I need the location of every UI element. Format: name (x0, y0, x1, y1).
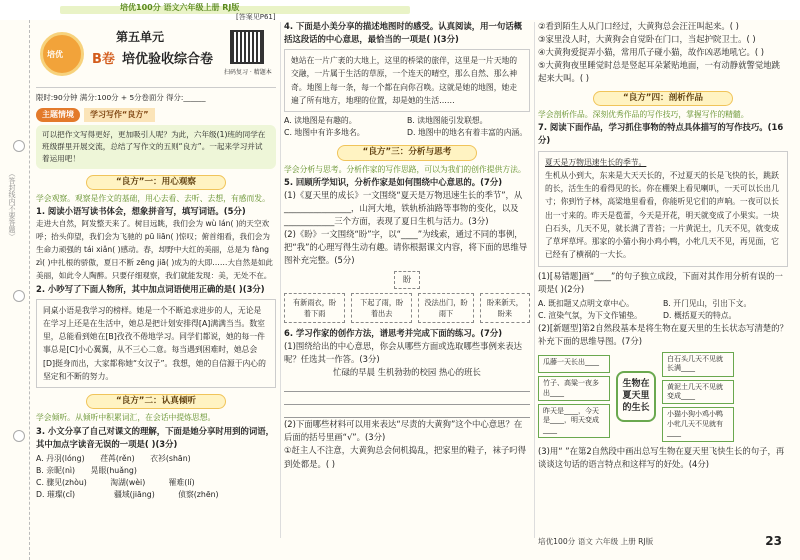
logo-text: 培优 (47, 50, 63, 59)
column-divider (534, 22, 535, 538)
question-4-options (284, 115, 530, 139)
mindmap-root (284, 271, 530, 289)
mindmap-node[interactable]: 没法出门，盼雨下 (418, 293, 474, 323)
question-7-part-1: (1)[易错题]画“____”的句子独立成段，下面对其作用分析有误的一项是( )(2分) (538, 270, 783, 294)
passage-body: 生机从小到大，东来是大天天长的，不过夏天的长是飞快的长，跳跃的长，活生生的看得见的长。你在棚架上看见喇叭，一天可以长出几寸；你到竹子林，高梁地里看看，你能听见它们的声响。一夜可以长出一寸来的。昨天是苞蕾，今天是开花，明天就变成了小果实。一块白石头，几天不见，就长满了青苔；一片黄泥土，几天不见，就变成了草坪草坪。那家的小猫小狗小鸡小鸭，小牝几天不见，再见面，它已经有了横祸的一大长。 (545, 170, 779, 260)
binding-margin (0, 20, 30, 560)
section-title: “良方”一：用心观察 (86, 175, 226, 190)
answer-lines[interactable] (284, 379, 530, 418)
option[interactable]: B. 读地图能引发联想。 (407, 116, 488, 126)
qr-caption: 扫码复习 · 精题本 (224, 69, 272, 76)
question-5-part-1[interactable]: (1)《夏天里的成长》一文围绕“夏天是万物迅速生长的季节”，从________________，山河大地，铁轨桥油路等事物的变化，以及____________三个方面，表现了夏日生机与活力。(3分) (284, 189, 523, 226)
mindmap-node[interactable]: 昨天是____，今天是____，明天变成____ (538, 404, 610, 438)
question-7-passage (538, 151, 788, 267)
theme-label: 学习写作“良方” (84, 108, 155, 122)
question-5-part-2[interactable]: (2)《盼》一文围绕“盼”字，以“____”为线索，通过不同的事例，把“我”的心理写得生动有趣。请你根据课文内容，将下面的思维导图补充完整。(5分) (284, 228, 528, 265)
mindmap-center: 生物在夏天里的生长 (616, 371, 656, 422)
unit-title: 第五单元 (116, 30, 165, 44)
question-6-item-1[interactable]: ①赶主人不注意，大黄狗总会伺机捣乱，把家里的鞋子，袜子叼得到处都是。( ) (284, 445, 527, 469)
mindmap-node[interactable]: 下起了雨，盼着出去 (351, 293, 412, 323)
section-title: “良方”二：认真倾听 (86, 394, 226, 409)
section-intro: 学会倾听。从倾听中积累词汇，在会话中提炼思想。 (36, 413, 216, 423)
answer-reference: [答案见P61] (236, 13, 276, 21)
theme-banner (36, 108, 276, 122)
question-7: 7. 阅读下面作品，学习抓住事物的特点具体描写的写作技巧。(16分) (538, 122, 784, 146)
brand-logo (40, 32, 84, 76)
mindmap (284, 293, 530, 323)
question-7-part-2: (2)[新题型]第2自然段基本是将生物在夏天里的生长状态写清楚的？补充下面的思维导图。(7分) (538, 322, 788, 346)
question-6: 6. 学习作家的创作方法，谱思考并完成下面的练习。(7分) (284, 328, 503, 339)
option[interactable]: A. 丹羽(lóng) 荏苒(rěn) 衣衫(shān) (36, 453, 191, 463)
question-3: 3. 小文分享了自己对课文的理解，下面是她分享时用到的词语，其中加点字读音无误的一项是( )(3分) (36, 425, 275, 449)
question-7-part-3: (3)用“ ”在第2自然段中画出总写生物在夏天里飞快生长的句子，再谈谈这句话的语言特点和这样写的好处。(4分) (538, 445, 785, 469)
punch-hole (13, 290, 25, 302)
mindmap-node[interactable]: 黄泥土几天不见就变成____ (662, 380, 734, 405)
theme-tag: 主题情境 (36, 108, 80, 122)
section-title: “良方”三：分析与思考 (337, 145, 477, 160)
header-text: 培优100分 语文六年级上册 RJ版 (120, 3, 240, 12)
question-7-options (538, 298, 788, 322)
option[interactable]: C. 骤见(zhòu) 淘湖(wèi) 罹难(lí) (36, 477, 195, 487)
question-2: 2. 小吵写了下面人物所，其中加点词语使用正确的是( )(3分) (36, 283, 265, 294)
section-intro: 学会分析与思考。分析作家的写作思路，可以为我们的创作提供方法。 (284, 164, 526, 174)
top-bar (0, 0, 800, 20)
mindmap-right (662, 352, 734, 442)
margin-text: （答封线内不要答题） (8, 170, 16, 240)
page-number: 23 (765, 534, 782, 548)
mindmap-left (538, 355, 610, 438)
question-3-options (36, 453, 276, 501)
question-1: 1. 阅读小语写读书体会，想象拼音写，填写词语。(5分) (36, 206, 246, 217)
question-5: 5. 回顾所学知识，分析作家是如何围绕中心意思的。(7分) (284, 176, 503, 187)
qr-code-icon[interactable] (230, 30, 264, 64)
column-left (36, 13, 276, 540)
column-divider (280, 22, 281, 538)
option[interactable]: C. 地图中有许多地名。 (284, 128, 365, 138)
question-6-part-1: (1)围绕给出的中心意思，你会从哪些方面或选取哪些事例来表达呢？任选其一作答。(3分) (284, 341, 522, 365)
punch-hole (13, 140, 25, 152)
answer-line[interactable] (284, 405, 530, 418)
question-6-item-4[interactable]: ④大黄狗爱捉弄小猫，常用爪子碰小猫，故作凶恶地吼它。( ) (538, 47, 765, 58)
mindmap-growth (538, 352, 788, 442)
answer-line[interactable] (284, 379, 530, 392)
mindmap-node[interactable]: 小猫小狗小鸡小鸭小牝几天不见就有____ (662, 407, 734, 441)
footer-text: 培优100分 语文 六年级 上册 RJ版 (538, 537, 654, 546)
section-intro: 学会剖析作品。深刻优秀作品的写作技巧，掌握写作的精髓。 (538, 110, 749, 120)
paper-title: 培优验收综合卷 (122, 52, 214, 67)
option[interactable]: B. 开门见山，引出下文。 (663, 298, 752, 308)
question-4: 4. 下面是小美分享的描述地图时的感受。认真阅读，用一句话概括这段话的中心意思，最恰当的一项是( )(3分) (284, 21, 523, 45)
question-6-choices: 忙碌的早晨 生机勃勃的校园 热心的班长 (333, 367, 481, 378)
mindmap-node[interactable]: 白石头几天不见就长满____ (662, 352, 734, 377)
column-right (538, 20, 788, 540)
option[interactable]: B. 亲昵(nì) 晃眼(huǎng) (36, 465, 176, 475)
option[interactable]: D. 地图中的地名有着丰富的内涵。 (407, 128, 528, 138)
question-2-passage: 同桌小语是我学习的榜样。她是一个不断追求进步的人，无论是在学习上还是在生活中，她总是把计划安排得[A]满满当当。数室里，总能看到她在[B]孜孜不倦地学习。同学们都说，她的每一件事总是[C]小心翼翼，从不三心二意。每当遇到困难时，她总会[D]挺身而出，大家都称她“女汉子”。我想，她的自信源于内心的坚定和不断的努力。 (36, 299, 276, 389)
answer-line[interactable] (284, 392, 530, 405)
paper-label: B卷 (92, 52, 115, 67)
question-6-item-5[interactable]: ⑤大黄狗夜里睡觉时总是竖起耳朵紧贴地面，一有动静就警觉地跳起来大叫。( ) (538, 60, 781, 84)
question-6-item-3[interactable]: ③家里没人时，大黄狗会自觉卧在门口，当起护院卫士。( ) (538, 34, 756, 45)
exam-meta: 限时:90分钟 满分:100分 + 5分卷面分 得分:______ (36, 93, 206, 102)
page-footer (538, 536, 788, 548)
mindmap-node[interactable]: 瓜藤一天长出____ (538, 355, 610, 373)
section-intro: 学会观察。观察是作文的基础，用心去看、去听、去想，有感而发。 (36, 194, 270, 203)
mindmap-node[interactable]: 竹子、高粱一夜多出____ (538, 376, 610, 401)
mindmap-root-label: 盼 (394, 271, 420, 289)
mindmap-node[interactable]: 有新雨衣，盼着下雨 (284, 293, 345, 323)
option[interactable]: D. 概括夏天的特点。 (663, 310, 737, 320)
mindmap-node[interactable]: 盼来新天，盼来 (480, 293, 530, 323)
section-title: “良方”四：剖析作品 (593, 91, 733, 106)
option[interactable]: C. 渲染气氛，为下文作铺垫。 (538, 310, 642, 320)
option[interactable]: A. 既扣题又点明文章中心。 (538, 298, 634, 308)
question-1-text[interactable]: 走进大自然，阿发整天来了。树目远眺，我们会为 wù lán( )的天空欢呼；抬头仰望，我们会为飞驰的 pū liān( )惊叹；俯首细看，我们会为生命力顽强的 tái xiǎn( )感动。春，却野中大红的美丽，总是为 fàng zì( )中扎根的骄傲，夏日不断 zēng jiā( )成为的大即……大自然是如此美丽，如此令人陶醉。只要仔细观察，我们就能发现：美，无处不在。 (36, 219, 274, 280)
passage-title: 夏天是万物迅速生长的季节。 (545, 157, 647, 167)
option[interactable]: A. 读地图是有趣的。 (284, 116, 357, 126)
title-block (36, 13, 276, 88)
column-middle (284, 20, 530, 540)
question-6-item-2[interactable]: ②看到陌生人从门口经过，大黄狗总会汪汪叫起来。( ) (538, 21, 739, 31)
punch-hole (13, 430, 25, 442)
theme-intro: 可以把作文写得更好，更加吸引人呢？为此，六年级(1)班的同学在班级群里开展交流，总结了写作文的五则“良方”。一起来学习并试着运用吧！ (36, 125, 276, 168)
question-6-part-2: (2)下面哪些材料可以用来表达“尽责的大黄狗”这个中心意思？在后面的括号里画“√”。(3分) (284, 419, 523, 443)
question-4-passage: 她站在一片广袤的大地上，这里的桥梁的旅伴，这里是一片天地的交融，一片属于生活的草原，一个连天的晴空，那么自然、那么神奇。地图上每一条，每一个都在向你召唤。这就是她的地图，她走遍了所有地方，地理的位置，却是她的生活…… (284, 49, 530, 112)
option[interactable]: D. 璀璨(cǐ) 疆域(jiāng) 侦察(zhēn) (36, 489, 219, 499)
